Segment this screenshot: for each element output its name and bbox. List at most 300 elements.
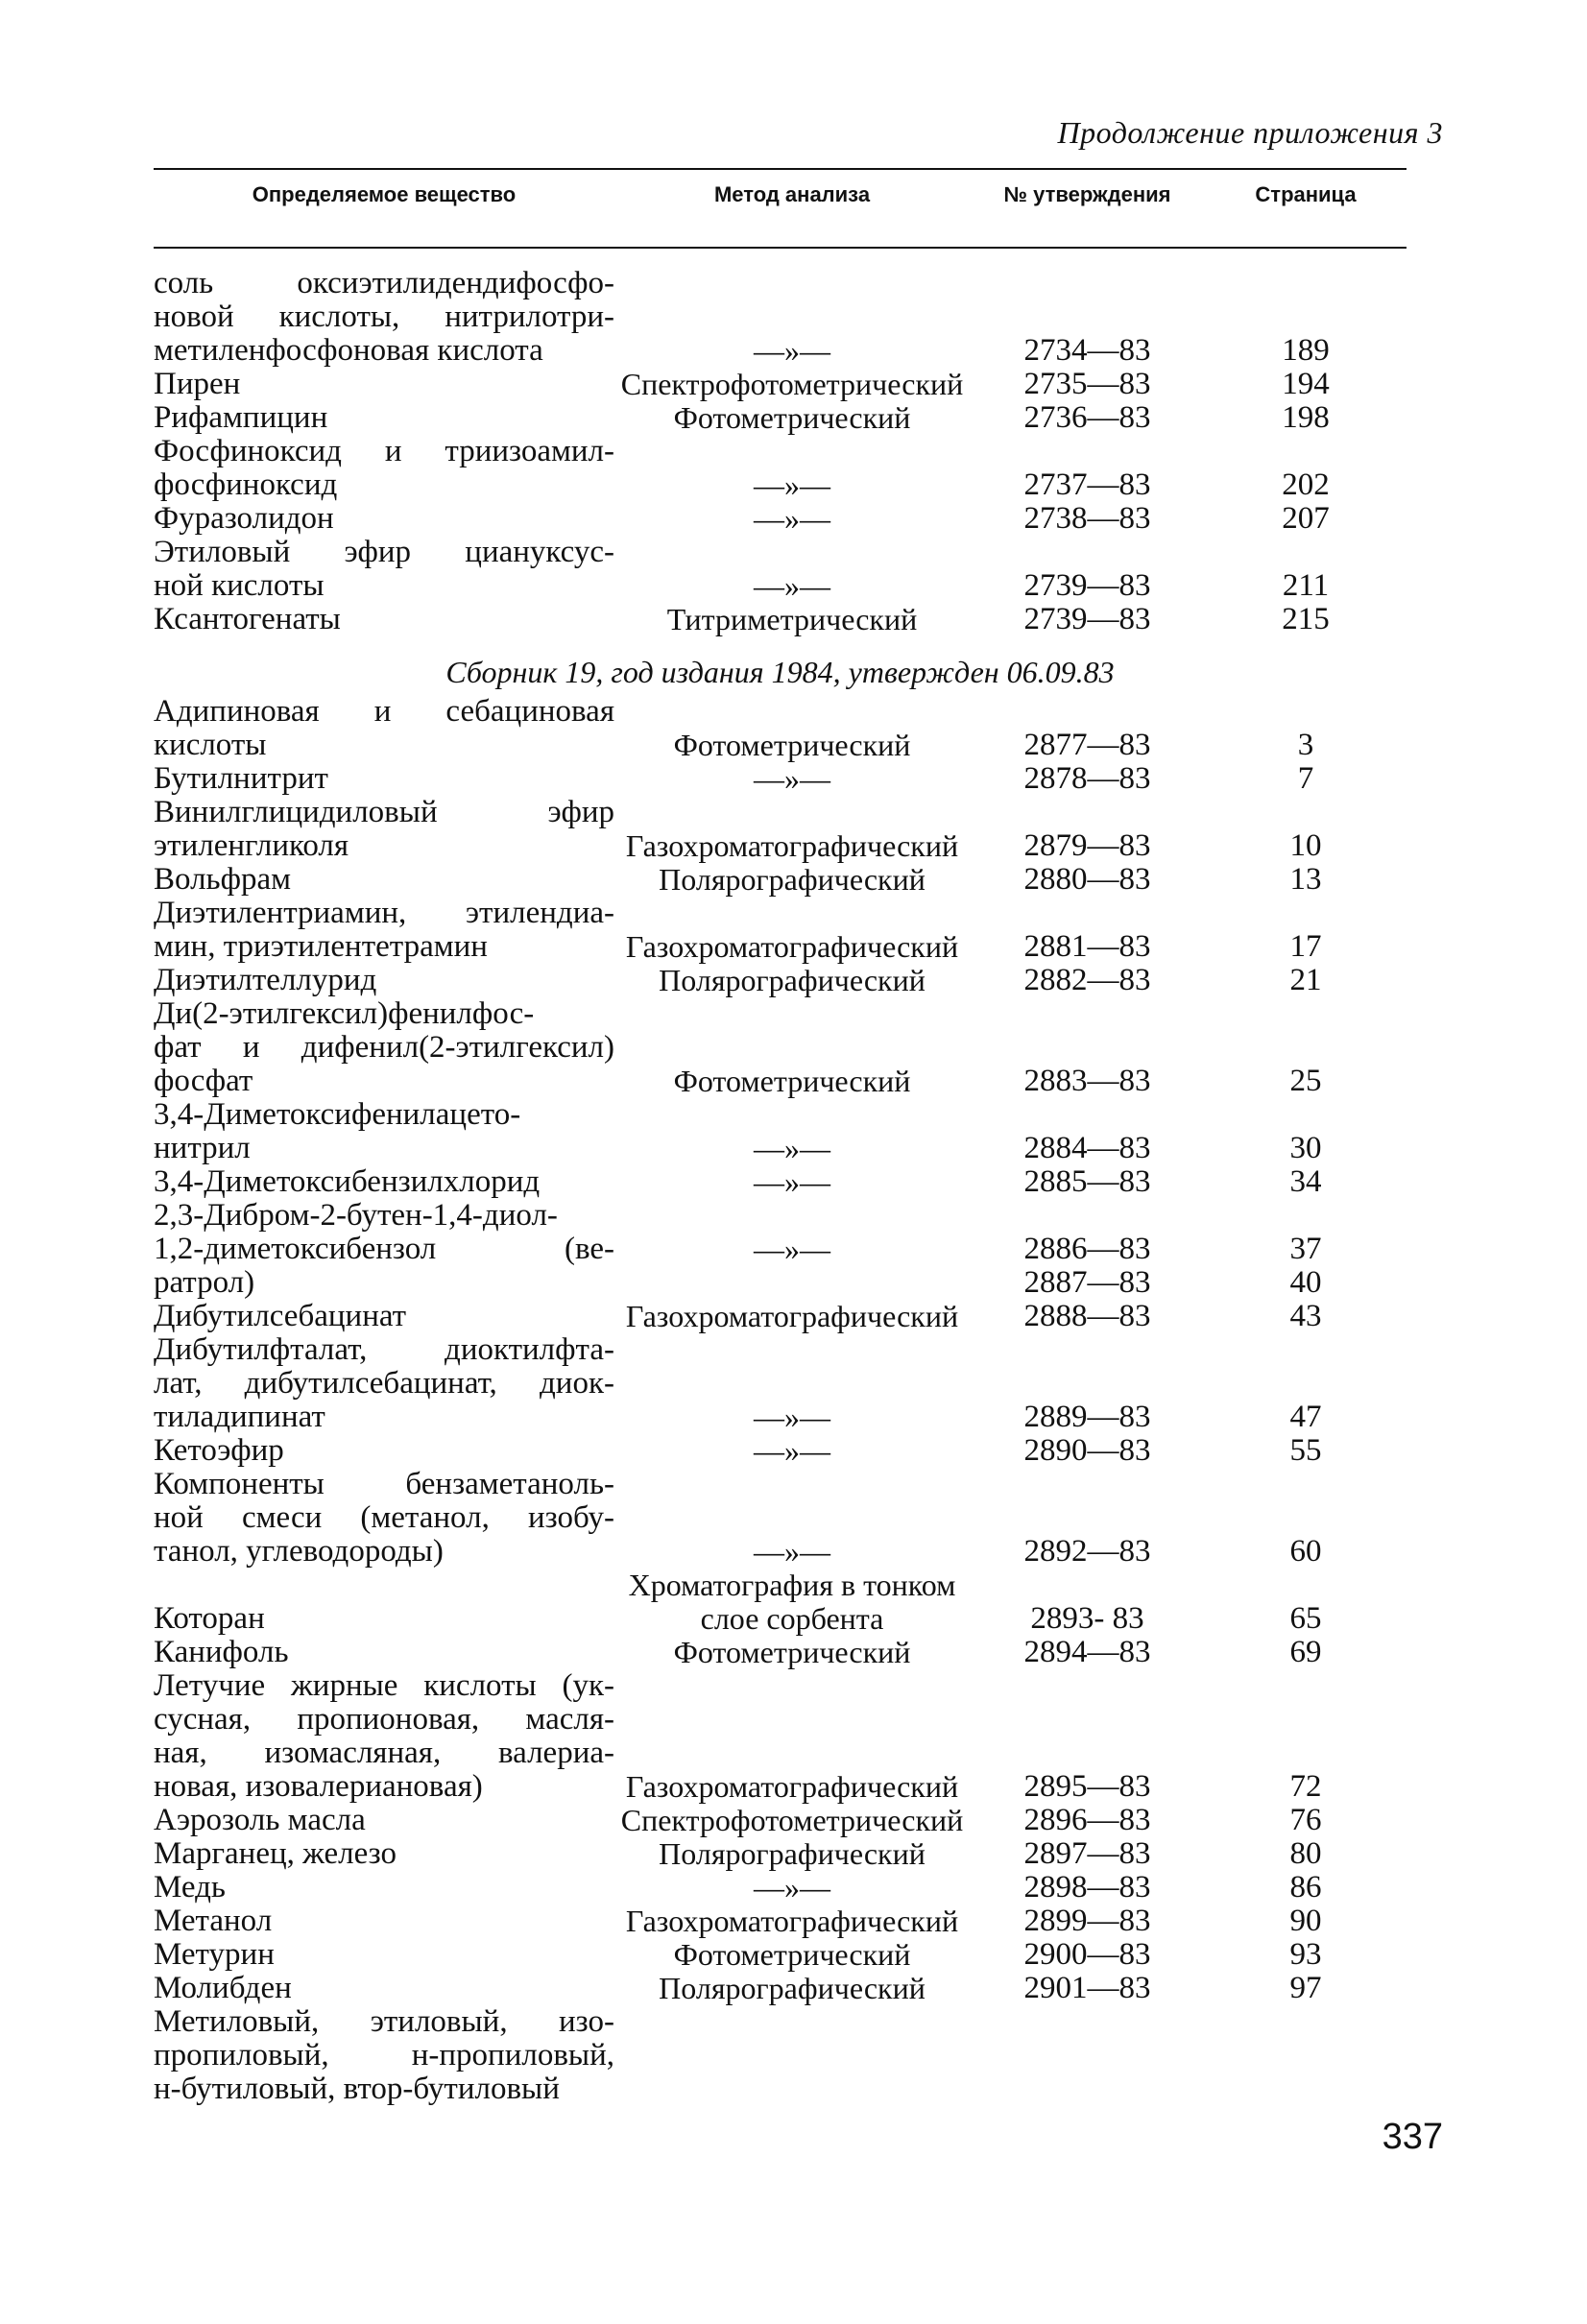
method-line: слое сорбента bbox=[700, 1601, 884, 1636]
substance-line: 2,3-Дибром-2-бутен-1,4-диол- bbox=[154, 1198, 558, 1233]
approval-cell bbox=[970, 569, 1205, 603]
page-line: 198 bbox=[1282, 400, 1330, 435]
table-row bbox=[154, 1837, 1407, 1871]
page-cell bbox=[1205, 1233, 1407, 1300]
table-row bbox=[154, 897, 1407, 964]
approval-line: 2737—83 bbox=[1023, 467, 1151, 502]
method-cell bbox=[614, 1434, 970, 1468]
approval-line: 2880—83 bbox=[1023, 862, 1151, 897]
substance-cell bbox=[154, 997, 614, 1098]
method-line: —»— bbox=[754, 761, 830, 796]
table-row bbox=[154, 1569, 1407, 1636]
approval-line: 2736—83 bbox=[1023, 400, 1151, 435]
approval-line: 2895—83 bbox=[1023, 1769, 1151, 1804]
substance-line: Медь bbox=[154, 1870, 226, 1905]
page-line: 34 bbox=[1289, 1164, 1322, 1199]
substance-cell bbox=[154, 1669, 614, 1804]
page-cell bbox=[1205, 1804, 1407, 1837]
method-line: Фотометрический bbox=[673, 1937, 911, 1972]
page-line: 43 bbox=[1289, 1299, 1322, 1333]
approval-cell bbox=[970, 1602, 1205, 1636]
table-row bbox=[154, 1871, 1407, 1905]
approval-cell bbox=[970, 468, 1205, 502]
substance-line: Вольфрам bbox=[154, 862, 292, 897]
approval-line: 2900—83 bbox=[1023, 1937, 1151, 1972]
substance-cell bbox=[154, 1636, 614, 1669]
approval-line: 2734—83 bbox=[1023, 333, 1151, 368]
method-line: Газохроматографический bbox=[625, 929, 959, 964]
substance-cell bbox=[154, 1333, 614, 1434]
approval-cell bbox=[970, 401, 1205, 435]
method-line: —»— bbox=[754, 467, 830, 502]
substance-cell bbox=[154, 502, 614, 536]
approval-line: 2877—83 bbox=[1023, 728, 1151, 762]
approval-line: 2893- 83 bbox=[1030, 1601, 1144, 1636]
table-row bbox=[154, 1468, 1407, 1569]
page-line: 25 bbox=[1289, 1064, 1322, 1098]
page-cell bbox=[1205, 729, 1407, 762]
page-cell bbox=[1205, 1065, 1407, 1098]
method-cell bbox=[614, 1535, 970, 1569]
approval-line: 2898—83 bbox=[1023, 1870, 1151, 1905]
substance-cell bbox=[154, 1871, 614, 1905]
approval-cell bbox=[970, 603, 1205, 636]
substance-line: Фосфиноксид и триизоамил- bbox=[154, 434, 614, 468]
method-line: —»— bbox=[754, 1400, 830, 1434]
approval-cell bbox=[970, 502, 1205, 536]
method-line: —»— bbox=[754, 1534, 830, 1569]
approval-line: 2897—83 bbox=[1023, 1836, 1151, 1871]
continuation-note: Продолжение приложения 3 bbox=[1057, 115, 1443, 150]
page-cell bbox=[1205, 1972, 1407, 2005]
page-cell bbox=[1205, 1401, 1407, 1434]
substance-cell bbox=[154, 695, 614, 762]
substance-line: Винилглицидиловый эфир bbox=[154, 795, 614, 829]
substance-cell bbox=[154, 964, 614, 997]
table-row bbox=[154, 1098, 1407, 1165]
substance-line: 1,2-диметоксибензол (ве- bbox=[154, 1232, 614, 1266]
substance-cell bbox=[154, 1602, 614, 1636]
substance-line: Метиловый, этиловый, изо- bbox=[154, 2004, 614, 2039]
page-line: 76 bbox=[1289, 1803, 1322, 1837]
substance-cell bbox=[154, 1905, 614, 1938]
substance-cell bbox=[154, 897, 614, 964]
substance-line: фат и дифенил(2-этилгексил) bbox=[154, 1030, 614, 1065]
table-row bbox=[154, 1300, 1407, 1333]
substance-cell bbox=[154, 762, 614, 796]
approval-cell bbox=[970, 1905, 1205, 1938]
method-line: Полярографический bbox=[659, 1836, 926, 1871]
approval-cell bbox=[970, 930, 1205, 964]
approval-cell bbox=[970, 1804, 1205, 1837]
approval-line: 2739—83 bbox=[1023, 568, 1151, 603]
page-cell bbox=[1205, 829, 1407, 863]
substance-line: Диэтилтеллурид bbox=[154, 963, 377, 997]
substance-line: Которан bbox=[154, 1601, 265, 1636]
page-cell bbox=[1205, 569, 1407, 603]
method-cell bbox=[614, 829, 970, 863]
method-cell bbox=[614, 603, 970, 636]
column-substance: Определяемое вещество bbox=[252, 182, 517, 206]
substance-line: метиленфосфоновая кислота bbox=[154, 333, 543, 368]
substance-line: кислоты bbox=[154, 728, 267, 762]
approval-cell bbox=[970, 1401, 1205, 1434]
table-row bbox=[154, 401, 1407, 435]
method-cell bbox=[614, 502, 970, 536]
approval-cell bbox=[970, 334, 1205, 368]
method-cell bbox=[614, 1636, 970, 1669]
approval-line: 2886—83 bbox=[1023, 1232, 1151, 1266]
substance-line: ной смеси (метанол, изобу- bbox=[154, 1500, 614, 1535]
method-line: —»— bbox=[754, 1131, 830, 1165]
approval-line: 2901—83 bbox=[1023, 1971, 1151, 2005]
page-cell bbox=[1205, 1300, 1407, 1333]
table-row bbox=[154, 1804, 1407, 1837]
method-line: Фотометрический bbox=[673, 1635, 911, 1669]
table-row bbox=[154, 536, 1407, 603]
page-line: 93 bbox=[1289, 1937, 1322, 1972]
substance-line: пропиловый, н-пропиловый, bbox=[154, 2038, 614, 2072]
table-body bbox=[154, 267, 1407, 2106]
rows-part-b bbox=[154, 695, 1407, 2106]
method-line: Титриметрический bbox=[666, 602, 918, 636]
page-cell bbox=[1205, 1938, 1407, 1972]
substance-line: Фуразолидон bbox=[154, 501, 334, 536]
approval-cell bbox=[970, 1636, 1205, 1669]
method-cell bbox=[614, 401, 970, 435]
page-cell bbox=[1205, 1535, 1407, 1569]
method-cell bbox=[614, 1938, 970, 1972]
table-row bbox=[154, 1333, 1407, 1434]
table-row bbox=[154, 2005, 1407, 2106]
method-cell bbox=[614, 729, 970, 762]
table-row bbox=[154, 1199, 1407, 1300]
page-cell bbox=[1205, 334, 1407, 368]
substance-line: Кетоэфир bbox=[154, 1433, 284, 1468]
method-line: Полярографический bbox=[659, 1971, 926, 2005]
page-cell bbox=[1205, 468, 1407, 502]
substance-line: Молибден bbox=[154, 1971, 292, 2005]
substance-line: сусная, пропионовая, масля- bbox=[154, 1702, 614, 1737]
page-number: 337 bbox=[1382, 2117, 1443, 2157]
substance-line: Компоненты бензаметаноль- bbox=[154, 1467, 614, 1501]
table-row bbox=[154, 603, 1407, 636]
substance-cell bbox=[154, 603, 614, 636]
substance-line: Дибутилсебацинат bbox=[154, 1299, 407, 1333]
substance-line: Ксантогенаты bbox=[154, 602, 341, 636]
method-cell bbox=[614, 1569, 970, 1636]
method-cell bbox=[614, 1770, 970, 1804]
page-cell bbox=[1205, 603, 1407, 636]
substance-line: Аэрозоль масла bbox=[154, 1803, 366, 1837]
method-line: Газохроматографический bbox=[625, 1299, 959, 1333]
page-cell bbox=[1205, 1602, 1407, 1636]
approval-line: 2879—83 bbox=[1023, 828, 1151, 863]
table-row bbox=[154, 267, 1407, 368]
rows-part-a bbox=[154, 267, 1407, 636]
section-title: Сборник 19, год издания 1984, утвержден 06.09.83 bbox=[445, 655, 1115, 689]
page-cell bbox=[1205, 368, 1407, 401]
method-cell bbox=[614, 1972, 970, 2005]
substance-line: тиладипинат bbox=[154, 1400, 325, 1434]
method-cell bbox=[614, 1233, 970, 1300]
page-line: 3 bbox=[1297, 728, 1314, 762]
method-cell bbox=[614, 1300, 970, 1333]
substance-cell bbox=[154, 368, 614, 401]
table-row bbox=[154, 1938, 1407, 1972]
approval-cell bbox=[970, 1300, 1205, 1333]
substance-line: Диэтилентриамин, этилендиа- bbox=[154, 896, 614, 930]
page-cell bbox=[1205, 1434, 1407, 1468]
substance-cell bbox=[154, 796, 614, 863]
approval-cell bbox=[970, 729, 1205, 762]
approval-cell bbox=[970, 1132, 1205, 1165]
method-line: Хроматография в тонком bbox=[628, 1568, 956, 1602]
substance-line: мин, триэтилентетрамин bbox=[154, 929, 488, 964]
method-cell bbox=[614, 863, 970, 897]
approval-cell bbox=[970, 1233, 1205, 1300]
substance-line: Рифампицин bbox=[154, 400, 328, 435]
page-cell bbox=[1205, 1905, 1407, 1938]
page-line: 17 bbox=[1289, 929, 1322, 964]
substance-cell bbox=[154, 1804, 614, 1837]
substance-cell bbox=[154, 1300, 614, 1333]
page-line: 211 bbox=[1282, 568, 1330, 603]
table-row bbox=[154, 1636, 1407, 1669]
method-line: Спектрофотометрический bbox=[620, 367, 964, 401]
page-line: 47 bbox=[1289, 1400, 1322, 1434]
page-cell bbox=[1205, 1636, 1407, 1669]
table-row bbox=[154, 863, 1407, 897]
substance-cell bbox=[154, 536, 614, 603]
approval-line: 2892—83 bbox=[1023, 1534, 1151, 1569]
approval-line: 2885—83 bbox=[1023, 1164, 1151, 1199]
page-line: 72 bbox=[1289, 1769, 1322, 1804]
method-cell bbox=[614, 569, 970, 603]
method-line: Газохроматографический bbox=[625, 828, 959, 863]
method-line: Фотометрический bbox=[673, 1064, 911, 1098]
approval-cell bbox=[970, 1938, 1205, 1972]
table-row bbox=[154, 1669, 1407, 1804]
page-line: 69 bbox=[1289, 1635, 1322, 1669]
substance-line: 3,4-Диметоксифенилацето- bbox=[154, 1097, 521, 1132]
approval-cell bbox=[970, 863, 1205, 897]
substance-line: н-бутиловый, втор-бутиловый bbox=[154, 2072, 560, 2106]
substance-cell bbox=[154, 1165, 614, 1199]
substance-line: 3,4-Диметоксибензилхлорид bbox=[154, 1164, 541, 1199]
page-cell bbox=[1205, 1165, 1407, 1199]
substance-line: Дибутилфталат, диоктилфта- bbox=[154, 1332, 614, 1367]
substance-cell bbox=[154, 2005, 614, 2106]
header-rule bbox=[154, 247, 1407, 249]
substance-cell bbox=[154, 401, 614, 435]
method-line: —»— bbox=[754, 333, 830, 368]
approval-line: 2739—83 bbox=[1023, 602, 1151, 636]
method-cell bbox=[614, 1401, 970, 1434]
substance-line: Адипиновая и себациновая bbox=[154, 694, 614, 729]
page-cell bbox=[1205, 1132, 1407, 1165]
page-cell bbox=[1205, 1871, 1407, 1905]
substance-line: Метанол bbox=[154, 1904, 273, 1938]
method-cell bbox=[614, 1905, 970, 1938]
page-line: 65 bbox=[1289, 1601, 1322, 1636]
approval-line: 2894—83 bbox=[1023, 1635, 1151, 1669]
table-row bbox=[154, 502, 1407, 536]
substance-line: фосфиноксид bbox=[154, 467, 338, 502]
method-line: Газохроматографический bbox=[625, 1904, 959, 1938]
substance-line: Метурин bbox=[154, 1937, 275, 1972]
substance-cell bbox=[154, 1468, 614, 1569]
page-line: 60 bbox=[1289, 1534, 1322, 1569]
method-cell bbox=[614, 964, 970, 997]
method-line: Спектрофотометрический bbox=[620, 1803, 964, 1837]
substance-line: Летучие жирные кислоты (ук- bbox=[154, 1668, 614, 1703]
column-page: Страница bbox=[1255, 182, 1357, 206]
method-cell bbox=[614, 1132, 970, 1165]
approval-line: 2890—83 bbox=[1023, 1433, 1151, 1468]
substance-cell bbox=[154, 1098, 614, 1165]
approval-line: 2878—83 bbox=[1023, 761, 1151, 796]
substance-line: Ди(2-этилгексил)фенилфос- bbox=[154, 996, 535, 1031]
substance-cell bbox=[154, 863, 614, 897]
approval-cell bbox=[970, 368, 1205, 401]
approval-line: 2884—83 bbox=[1023, 1131, 1151, 1165]
page-line: 10 bbox=[1289, 828, 1322, 863]
page-line: 13 bbox=[1289, 862, 1322, 897]
substance-cell bbox=[154, 1434, 614, 1468]
table-row bbox=[154, 1905, 1407, 1938]
approval-line: 2881—83 bbox=[1023, 929, 1151, 964]
substance-line: Канифоль bbox=[154, 1635, 289, 1669]
table-row bbox=[154, 796, 1407, 863]
substance-cell bbox=[154, 1938, 614, 1972]
method-line: —»— bbox=[754, 568, 830, 603]
approval-cell bbox=[970, 1065, 1205, 1098]
page-cell bbox=[1205, 502, 1407, 536]
method-cell bbox=[614, 1804, 970, 1837]
substance-line: этиленгликоля bbox=[154, 828, 349, 863]
method-cell bbox=[614, 930, 970, 964]
method-line bbox=[614, 1266, 970, 1300]
method-line: —»— bbox=[754, 1232, 830, 1266]
table-row bbox=[154, 368, 1407, 401]
substance-line: Марганец, железо bbox=[154, 1836, 397, 1871]
substance-cell bbox=[154, 267, 614, 368]
page-cell bbox=[1205, 1770, 1407, 1804]
approval-cell bbox=[970, 762, 1205, 796]
table-row bbox=[154, 997, 1407, 1098]
page-line: 207 bbox=[1282, 501, 1330, 536]
method-line: —»— bbox=[754, 1164, 830, 1199]
table-row bbox=[154, 435, 1407, 502]
page-cell bbox=[1205, 964, 1407, 997]
method-line: Газохроматографический bbox=[625, 1769, 959, 1804]
method-cell bbox=[614, 368, 970, 401]
substance-line: лат, дибутилсебацинат, диок- bbox=[154, 1366, 614, 1401]
approval-line: 2882—83 bbox=[1023, 963, 1151, 997]
substance-line: ная, изомасляная, валериа- bbox=[154, 1736, 614, 1770]
approval-cell bbox=[970, 1871, 1205, 1905]
approval-cell bbox=[970, 1972, 1205, 2005]
method-cell bbox=[614, 1165, 970, 1199]
table-row bbox=[154, 1165, 1407, 1199]
approval-line: 2899—83 bbox=[1023, 1904, 1151, 1938]
page-line: 97 bbox=[1289, 1971, 1322, 2005]
table-header bbox=[154, 182, 1407, 221]
page-line: 30 bbox=[1289, 1131, 1322, 1165]
approval-line: 2883—83 bbox=[1023, 1064, 1151, 1098]
method-cell bbox=[614, 1065, 970, 1098]
table-row bbox=[154, 1434, 1407, 1468]
substance-line: новая, изовалериановая) bbox=[154, 1769, 483, 1804]
substance-line: новой кислоты, нитрилотри- bbox=[154, 299, 614, 334]
method-line: Полярографический bbox=[659, 862, 926, 897]
page-line: 40 bbox=[1289, 1265, 1322, 1300]
table-row bbox=[154, 762, 1407, 796]
method-line: —»— bbox=[754, 501, 830, 536]
approval-line: 2735—83 bbox=[1023, 367, 1151, 401]
table-row bbox=[154, 695, 1407, 762]
substance-cell bbox=[154, 1199, 614, 1300]
page-line: 90 bbox=[1289, 1904, 1322, 1938]
approval-cell bbox=[970, 829, 1205, 863]
page-line: 194 bbox=[1282, 367, 1330, 401]
substance-line: Этиловый эфир циануксус- bbox=[154, 535, 614, 569]
method-cell bbox=[614, 1871, 970, 1905]
substance-cell bbox=[154, 435, 614, 502]
page-cell bbox=[1205, 762, 1407, 796]
page-cell bbox=[1205, 863, 1407, 897]
approval-cell bbox=[970, 964, 1205, 997]
substance-line: Бутилнитрит bbox=[154, 761, 328, 796]
method-line: Полярографический bbox=[659, 963, 926, 997]
substance-line: фосфат bbox=[154, 1064, 253, 1098]
approval-line: 2896—83 bbox=[1023, 1803, 1151, 1837]
method-cell bbox=[614, 334, 970, 368]
substance-cell bbox=[154, 1972, 614, 2005]
approval-cell bbox=[970, 1770, 1205, 1804]
method-line: Фотометрический bbox=[673, 400, 911, 435]
page-line: 202 bbox=[1282, 467, 1330, 502]
method-line: Фотометрический bbox=[673, 728, 911, 762]
top-rule bbox=[154, 168, 1407, 170]
page-line: 86 bbox=[1289, 1870, 1322, 1905]
method-line: —»— bbox=[754, 1870, 830, 1905]
approval-line: 2887—83 bbox=[1023, 1265, 1151, 1300]
column-method: Метод анализа bbox=[713, 182, 871, 206]
page-line: 215 bbox=[1282, 602, 1330, 636]
page-cell bbox=[1205, 401, 1407, 435]
approval-cell bbox=[970, 1434, 1205, 1468]
method-cell bbox=[614, 468, 970, 502]
substance-line: ратрол) bbox=[154, 1265, 255, 1300]
page-cell bbox=[1205, 1837, 1407, 1871]
approval-line: 2738—83 bbox=[1023, 501, 1151, 536]
approval-line: 2888—83 bbox=[1023, 1299, 1151, 1333]
page-cell bbox=[1205, 930, 1407, 964]
page-line: 37 bbox=[1289, 1232, 1322, 1266]
page-line: 189 bbox=[1282, 333, 1330, 368]
page-line: 21 bbox=[1289, 963, 1322, 997]
substance-line: Пирен bbox=[154, 367, 241, 401]
substance-cell bbox=[154, 1837, 614, 1871]
method-cell bbox=[614, 762, 970, 796]
substance-line: танол, углеводороды) bbox=[154, 1534, 444, 1569]
method-line: —»— bbox=[754, 1433, 830, 1468]
substance-line: соль оксиэтилидендифосфо- bbox=[154, 266, 614, 300]
substance-line: нитрил bbox=[154, 1131, 251, 1165]
page-line: 7 bbox=[1297, 761, 1314, 796]
